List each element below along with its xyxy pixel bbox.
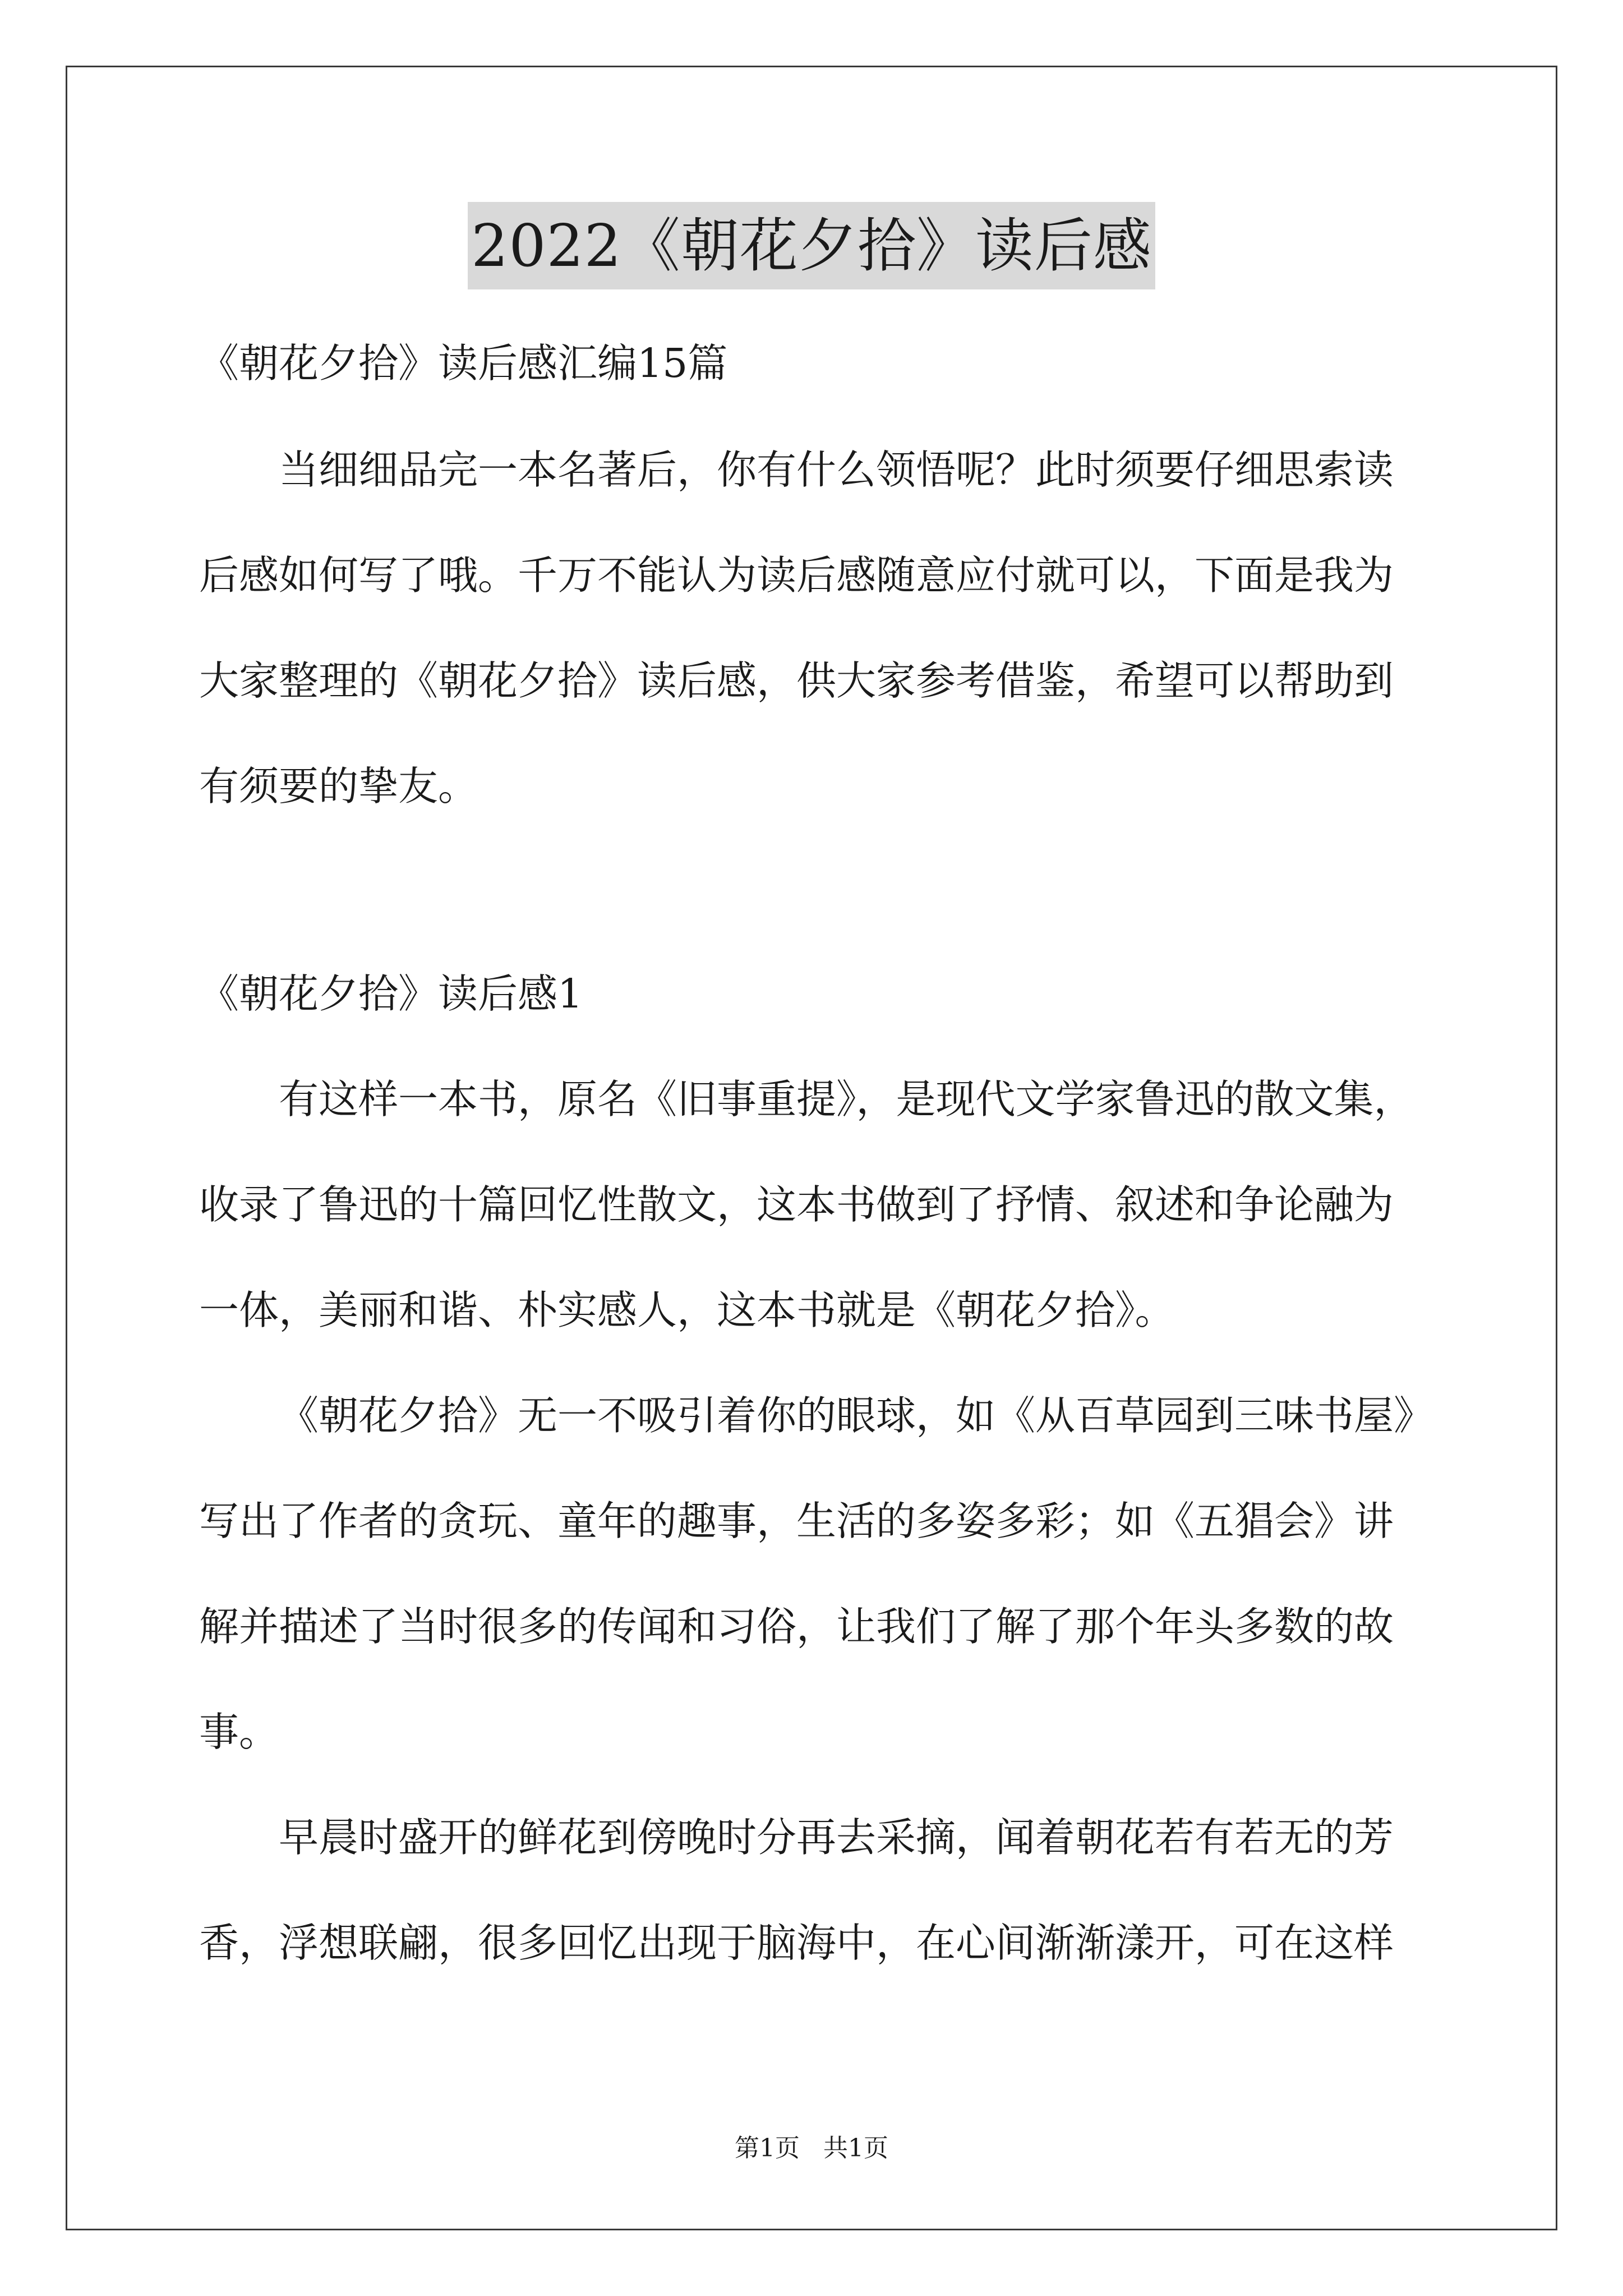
- subtitle: 《朝花夕拾》读后感汇编15篇: [199, 340, 728, 386]
- document-title: 2022《朝花夕拾》读后感: [468, 202, 1155, 289]
- paragraph-line: 大家整理的《朝花夕拾》读后感，供大家参考借鉴，希望可以帮助到: [199, 657, 1394, 704]
- paragraph-line: 收录了鲁迅的十篇回忆性散文，这本书做到了抒情、叙述和争论融为: [199, 1181, 1394, 1228]
- page-total: 共1页: [823, 2134, 888, 2162]
- page-number: 第1页: [735, 2134, 800, 2162]
- paragraph-line: 《朝花夕拾》无一不吸引着你的眼球，如《从百草园到三味书屋》: [279, 1392, 1434, 1439]
- section-heading: 《朝花夕拾》读后感1: [199, 970, 583, 1017]
- paragraph-line: 一体，美丽和谐、朴实感人，这本书就是《朝花夕拾》。: [199, 1287, 1175, 1333]
- paragraph-line: 当细细品完一本名著后，你有什么领悟呢？此时须要仔细思索读: [279, 447, 1394, 493]
- paragraph-line: 有须要的挚友。: [199, 763, 478, 809]
- title-container: [0, 202, 1623, 289]
- page-footer: [0, 2132, 1623, 2165]
- paragraph-line: 事。: [199, 1709, 279, 1755]
- paragraph-line: 写出了作者的贪玩、童年的趣事，生活的多姿多彩；如《五猖会》讲: [199, 1498, 1394, 1544]
- paragraph-line: 有这样一本书，原名《旧事重提》，是现代文学家鲁迅的散文集，: [279, 1076, 1414, 1122]
- paragraph-line: 解并描述了当时很多的传闻和习俗，让我们了解了那个年头多数的故: [199, 1603, 1394, 1650]
- paragraph-line: 早晨时盛开的鲜花到傍晚时分再去采摘，闻着朝花若有若无的芳: [279, 1814, 1394, 1861]
- paragraph-line: 后感如何写了哦。千万不能认为读后感随意应付就可以，下面是我为: [199, 552, 1394, 599]
- paragraph-line: 香，浮想联翩，很多回忆出现于脑海中，在心间渐渐漾开，可在这样: [199, 1920, 1394, 1966]
